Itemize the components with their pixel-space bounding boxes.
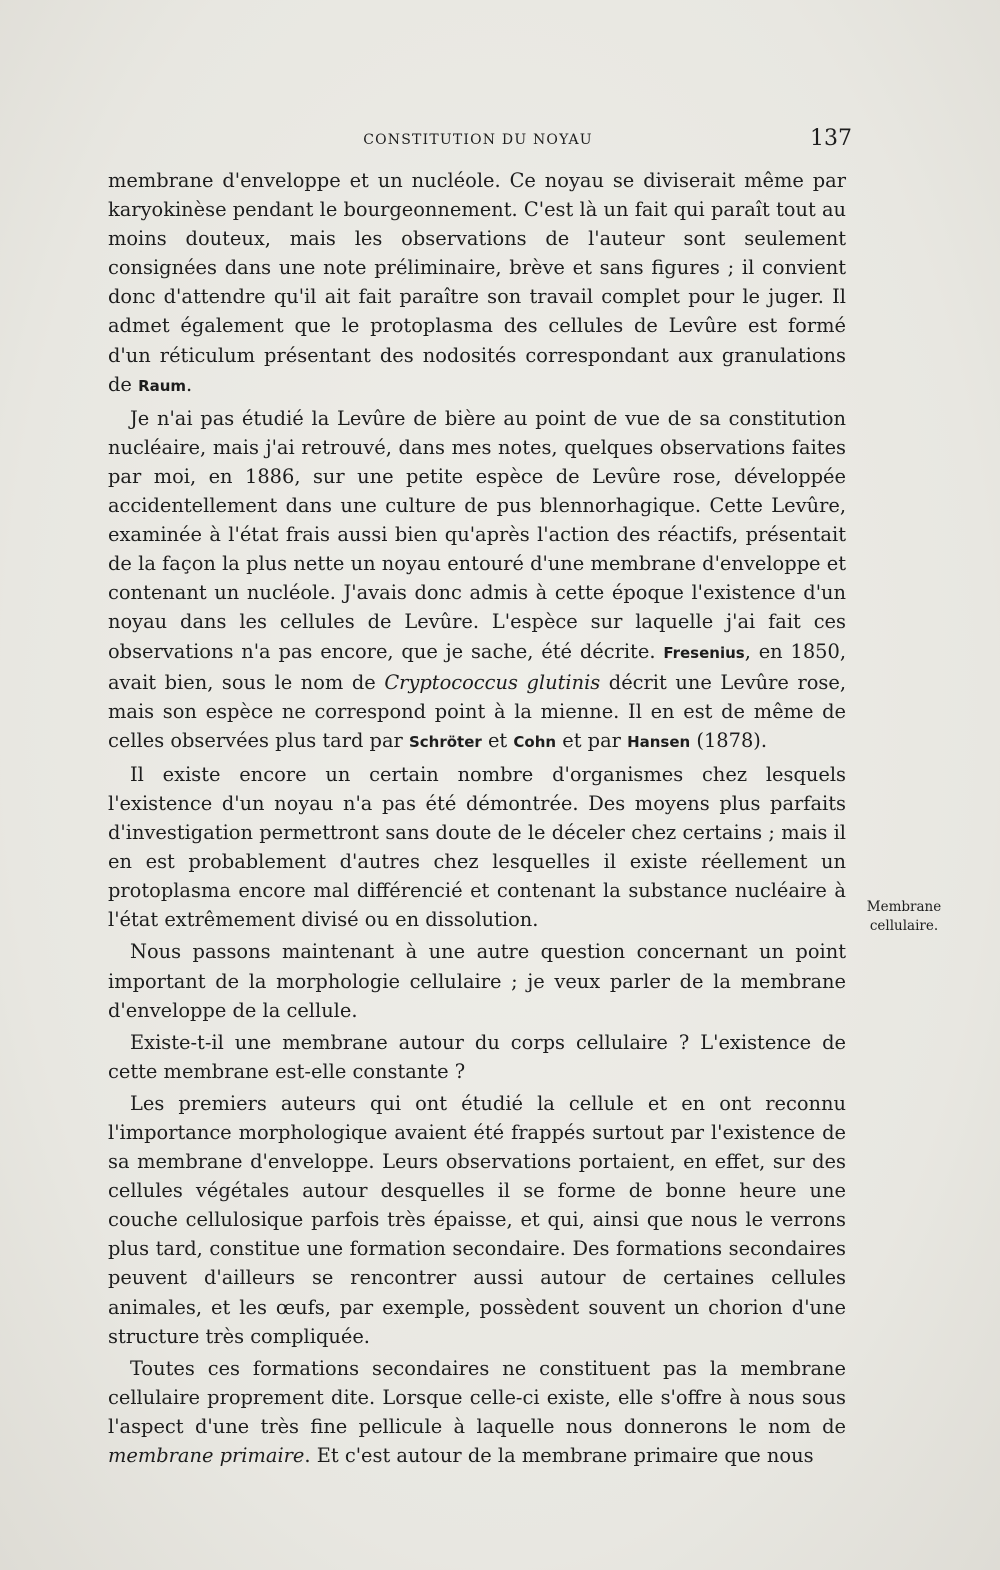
text-run: Les premiers auteurs qui ont étudié la cellule et en ont reconnu l'importance morphologique avaient été frappés surtout par l'existence de sa membrane d'enveloppe. Leurs observations portaient, en effet, sur des cellules végétales autour desquelles il se forme de bonne heure une couche cellulosique parfois très épaisse, et qui, ainsi que nous le verrons plus tard, constitue une formation secondaire. Des formations secondaires peuvent d'ailleurs se rencontrer aussi autour de certaines cellules animales, et les œufs, par exemple, possèdent souvent un chorion d'une structure très compliquée. bbox=[108, 1091, 846, 1348]
paragraph bbox=[108, 404, 846, 757]
text-run: (1878). bbox=[690, 728, 768, 752]
paragraph bbox=[108, 1089, 846, 1351]
text-run: . Et c'est autour de la membrane primaire que nous bbox=[304, 1444, 814, 1468]
margin-note-line: cellulaire. bbox=[869, 918, 939, 934]
text-run: et bbox=[481, 728, 514, 752]
running-title: CONSTITUTION DU NOYAU bbox=[363, 132, 593, 148]
paragraph bbox=[108, 937, 846, 1024]
author-name: Hansen bbox=[627, 732, 691, 751]
body-text bbox=[108, 166, 846, 1470]
text-run: Toutes ces formations secondaires ne constituent pas la membrane cellulaire proprement dite. Lorsque celle-ci existe, elle s'offre à nous sous l'aspect d'une très fine pellicule à laquelle nous donnerons le nom de bbox=[108, 1356, 846, 1438]
page-number: 137 bbox=[810, 126, 852, 151]
text-run: décrit une Levûre rose, mais son espèce ne correspond point à la mienne. Il en est de même de celles observées plus tard par bbox=[108, 670, 846, 752]
text-run: Il existe encore un certain nombre d'organismes chez lesquels l'existence d'un noyau n'a pas été démontrée. Des moyens plus parfaits d'investigation permettront sans doute de le déceler chez certains ; mais il en est probablement d'autres chez lesquelles il existe réellement un protoplasma encore mal différencié et contenant la substance nucléaire à l'état extrêmement divisé ou en dissolution. bbox=[108, 762, 846, 932]
paragraph bbox=[108, 1354, 846, 1470]
margin-note-line: Membrane bbox=[866, 899, 942, 915]
margin-note bbox=[858, 898, 950, 936]
text-run: Nous passons maintenant à une autre question concernant un point important de la morphologie cellulaire ; je veux parler de la membrane d'enveloppe de la cellule. bbox=[108, 940, 846, 1022]
italic-term: membrane primaire bbox=[108, 1444, 305, 1468]
text-run: Je n'ai pas étudié la Levûre de bière au point de vue de sa constitution nucléaire, mais j'ai retrouvé, dans mes notes, quelques observations faites par moi, en 1886, sur une petite espèce de Levûre rose, développée accidentellement dans une culture de pus blennorhagique. Cette Levûre, examinée à l'état frais aussi bien qu'après l'action des réactifs, présentait de la façon la plus nette un noyau entouré d'une membrane d'enveloppe et contenant un nucléole. J'avais donc admis à cette époque l'existence d'un noyau dans les cellules de Levûre. L'espèce sur laquelle j'ai fait ces observations n'a pas encore, que je sache, été décrite. bbox=[108, 406, 846, 663]
author-name: Fresenius bbox=[663, 643, 745, 662]
text-run: , en 1850, avait bien, sous le nom de bbox=[108, 639, 847, 694]
text-run: membrane d'enveloppe et un nucléole. Ce noyau se diviserait même par karyokinèse pendant le bourgeonnement. C'est là un fait qui paraît tout au moins douteux, mais les observations de l'auteur sont seulement consignées dans une note préliminaire, brève et sans figures ; il convient donc d'attendre qu'il ait fait paraître son travail complet pour le juger. Il admet également que le protoplasma des cellules de Levûre est formé d'un réticulum présentant des nodosités correspondant aux granulations de bbox=[108, 169, 846, 396]
page-header bbox=[108, 126, 852, 158]
text-run: . bbox=[186, 372, 193, 396]
text-run: et par bbox=[556, 728, 628, 752]
paragraph bbox=[108, 760, 846, 935]
author-name: Cohn bbox=[513, 732, 557, 751]
paragraph bbox=[108, 166, 846, 401]
paragraph bbox=[108, 1028, 846, 1086]
text-run: Existe-t-il une membrane autour du corps cellulaire ? L'existence de cette membrane est-elle constante ? bbox=[108, 1030, 846, 1083]
author-name: Raum bbox=[138, 376, 187, 395]
italic-term: Cryptococcus glutinis bbox=[384, 670, 601, 694]
author-name: Schröter bbox=[408, 732, 482, 751]
